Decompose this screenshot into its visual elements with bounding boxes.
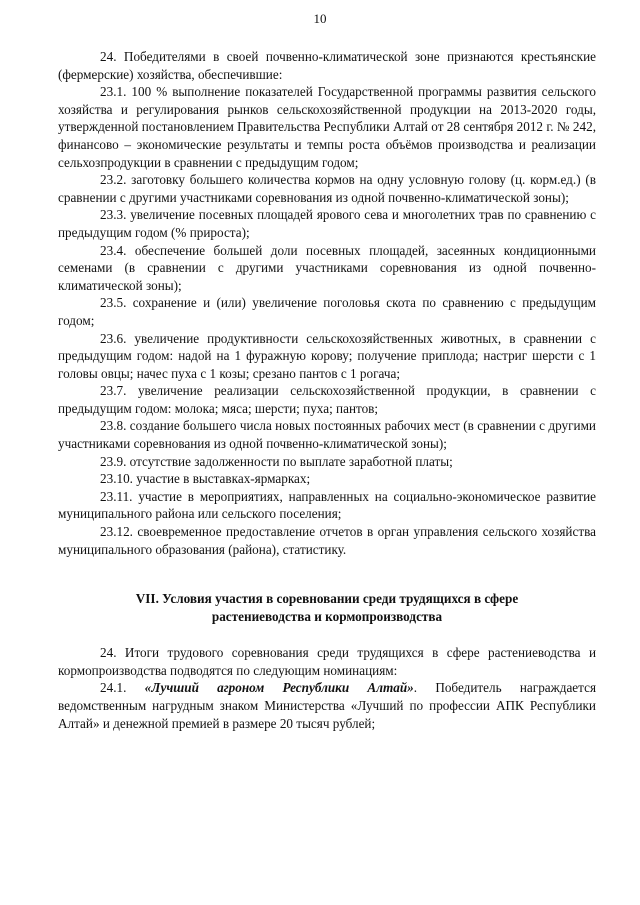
section-heading: [58, 590, 596, 626]
paragraph-23-10: 23.10. участие в выставках-ярмарках;: [100, 471, 311, 487]
paragraph-23-3: 23.3. увеличение посевных площадей ярового сева и многолетних трав по сравнению с предыдущим годом (% прироста);: [58, 207, 596, 240]
nomination-title: «Лучший агроном Республики Алтай»: [144, 680, 414, 696]
paragraph-24: 24. Победителями в своей почвенно-климатической зоне признаются крестьянские (фермерские) хозяйства, обеспечившие:: [58, 49, 596, 82]
paragraph-23-5: 23.5. сохранение и (или) увеличение поголовья скота по сравнению с предыдущим годом;: [58, 295, 596, 328]
nomination-text: . Победитель награждается ведомственным нагрудным знаком Министерства «Лучший по профессии АПК Республики Алтай» и денежной премией в размере 20 тысяч рублей;: [58, 680, 597, 731]
page-number: 10: [313, 11, 327, 26]
nomination-24-1: [58, 679, 596, 732]
paragraph-23-4: 23.4. обеспечение большей доли посевных площадей, засеянных кондиционными семенами (в сравнении с другими участниками соревнования из одной почвенно-климатической зоны);: [58, 242, 596, 293]
paragraph-23-2: 23.2. заготовку большего количества кормов на одну условную голову (ц. корм.ед.) (в сравнении с другими участниками соревнования из одной почвенно-климатической зоны);: [58, 172, 596, 205]
document-body: [58, 48, 596, 732]
nomination-number: 24.1.: [100, 680, 127, 696]
paragraph-23-12: 23.12. своевременное предоставление отчетов в орган управления сельского хозяйства муниципального образования (района), статистику.: [58, 524, 596, 557]
paragraph-23-1: 23.1. 100 % выполнение показателей Государственной программы развития сельского хозяйства и регулирования рынков сельскохозяйственной продукции на 2013-2020 годы, утвержденной постановлением Правительства Республики Алтай от 28 сентября 2012 г. № 242, финансово – экономические результаты и темпы роста объёмов производства и реализации сельхозпродукции в сравнении с предыдущим годом;: [58, 84, 596, 170]
paragraph-23-8: 23.8. создание большего числа новых постоянных рабочих мест (в сравнении с другими участниками соревнования из одной почвенно-климатической зоны);: [58, 418, 596, 452]
paragraph-23-7: 23.7. увеличение реализации сельскохозяйственной продукции, в сравнении с предыдущим годом: молока; мяса; шерсти; пуха; пантов;: [58, 383, 596, 416]
paragraph-23-9: 23.9. отсутствие задолженности по выплате заработной платы;: [100, 453, 453, 469]
section-intro: 24. Итоги трудового соревнования среди трудящихся в сфере растениеводства и кормопроизводства подводятся по следующим номинациям:: [58, 645, 596, 678]
paragraph-23-11: 23.11. участие в мероприятиях, направленных на социально-экономическое развитие муниципального района или сельского поселения;: [58, 488, 596, 522]
section-heading-line1: VII. Условия участия в соревновании среди трудящихся в сфере: [135, 591, 519, 607]
section-heading-line2: растениеводства и кормопроизводства: [211, 609, 443, 625]
paragraph-23-6: 23.6. увеличение продуктивности сельскохозяйственных животных, в сравнении с предыдущим годом: надой на 1 фуражную корову; получение приплода; настриг шерсти с 1 головы овцы; начес пуха с 1 козы; срезано пантов с 1 рогача;: [58, 330, 596, 381]
